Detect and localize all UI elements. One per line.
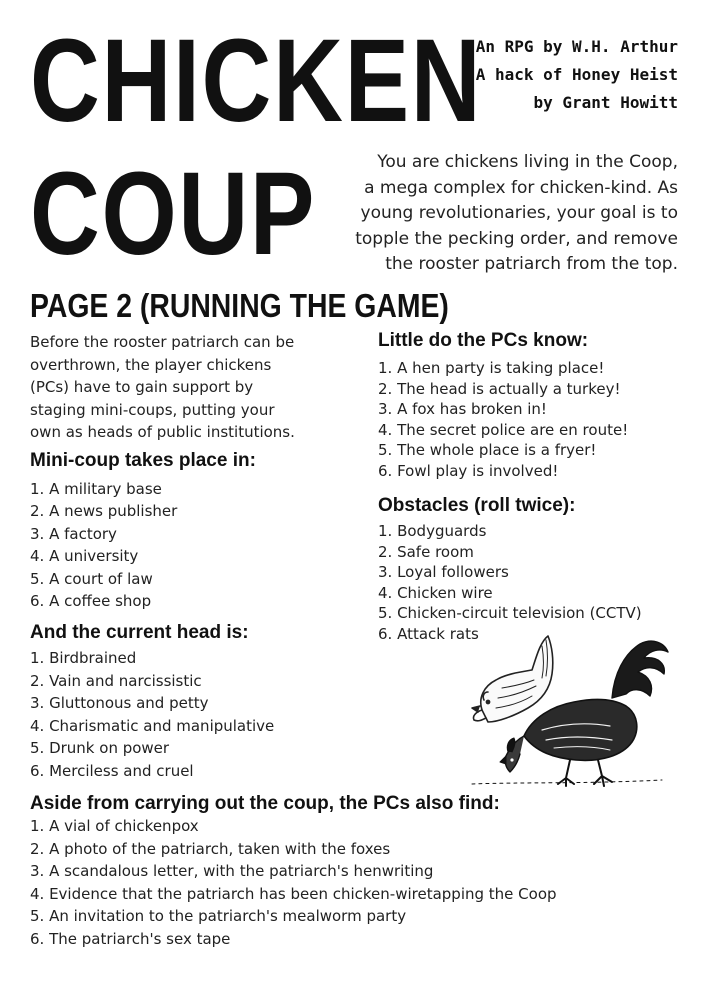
chicken-illustration	[462, 628, 674, 790]
intro-line: a mega complex for chicken-kind. As	[364, 177, 678, 198]
know-list	[378, 358, 628, 482]
intro-line: topple the pecking order, and remove	[355, 228, 678, 249]
list-item: 6. The patriarch's sex tape	[30, 929, 231, 948]
obstacles-heading: Obstacles (roll twice):	[378, 495, 576, 516]
list-item: 6. Merciless and cruel	[30, 761, 194, 780]
list-item: 2. Vain and narcissistic	[30, 671, 202, 690]
title-coup: COUP	[30, 148, 317, 280]
findings-heading: Aside from carrying out the coup, the PCs also find:	[30, 793, 500, 814]
list-item: 5. The whole place is a fryer!	[378, 441, 597, 460]
credits	[418, 33, 678, 117]
page-heading: PAGE 2 (RUNNING THE GAME)	[30, 287, 449, 324]
left-intro-line: overthrown, the player chickens	[30, 355, 272, 374]
list-item: 4. Evidence that the patriarch has been chicken-wiretapping the Coop	[30, 884, 557, 903]
intro-line: the rooster patriarch from the top.	[385, 254, 678, 274]
list-item: 4. A university	[30, 547, 139, 566]
credits-line: An RPG by W.H. Arthur	[475, 37, 678, 56]
list-item: 6. Fowl play is involved!	[378, 461, 559, 480]
list-item: 5. Chicken-circuit television (CCTV)	[378, 604, 642, 623]
list-item: 5. A court of law	[30, 569, 153, 588]
credits-line: A hack of Honey Heist	[475, 65, 678, 84]
list-item: 3. A factory	[30, 524, 117, 543]
intro-line: You are chickens living in the Coop,	[377, 152, 678, 172]
list-item: 1. A military base	[30, 480, 162, 498]
left-intro-line: own as heads of public institutions.	[30, 423, 295, 441]
left-intro-line: Before the rooster patriarch can be	[30, 333, 295, 351]
list-item: 6. A coffee shop	[30, 592, 152, 611]
minicoup-heading: Mini-coup takes place in:	[30, 450, 256, 471]
title-chicken: CHICKEN	[30, 15, 483, 147]
left-intro	[30, 331, 360, 444]
list-item: 2. Safe room	[378, 542, 474, 561]
list-item: 5. Drunk on power	[30, 739, 170, 758]
intro-line: young revolutionaries, your goal is to	[360, 203, 678, 223]
list-item: 1. Birdbrained	[30, 649, 137, 667]
credits-line: by Grant Howitt	[533, 93, 678, 112]
hen-drawing	[472, 636, 553, 722]
list-item: 2. A photo of the patriarch, taken with the foxes	[30, 839, 391, 858]
know-heading: Little do the PCs know:	[378, 330, 589, 351]
list-item: 1. A vial of chickenpox	[30, 817, 199, 835]
head-heading: And the current head is:	[30, 622, 249, 643]
intro-paragraph	[278, 150, 678, 278]
list-item: 1. A hen party is taking place!	[378, 359, 605, 377]
left-intro-line: (PCs) have to gain support by	[30, 378, 254, 396]
list-item: 5. An invitation to the patriarch's mealworm party	[30, 907, 407, 926]
list-item: 2. A news publisher	[30, 502, 178, 521]
left-intro-line: staging mini-coups, putting your	[30, 400, 275, 419]
list-item: 1. Bodyguards	[378, 522, 487, 540]
list-item: 3. Loyal followers	[378, 563, 509, 582]
findings-list	[30, 815, 557, 951]
list-item: 6. Attack rats	[378, 624, 479, 643]
list-item: 4. Chicken wire	[378, 583, 493, 602]
obstacles-list	[378, 521, 642, 645]
list-item: 3. A fox has broken in!	[378, 400, 547, 419]
list-item: 4. The secret police are en route!	[378, 420, 629, 439]
list-item: 2. The head is actually a turkey!	[378, 379, 621, 398]
head-list	[30, 647, 274, 783]
list-item: 3. Gluttonous and petty	[30, 694, 209, 713]
minicoup-list	[30, 478, 177, 612]
list-item: 3. A scandalous letter, with the patriarch's henwriting	[30, 862, 434, 881]
list-item: 4. Charismatic and manipulative	[30, 716, 275, 735]
